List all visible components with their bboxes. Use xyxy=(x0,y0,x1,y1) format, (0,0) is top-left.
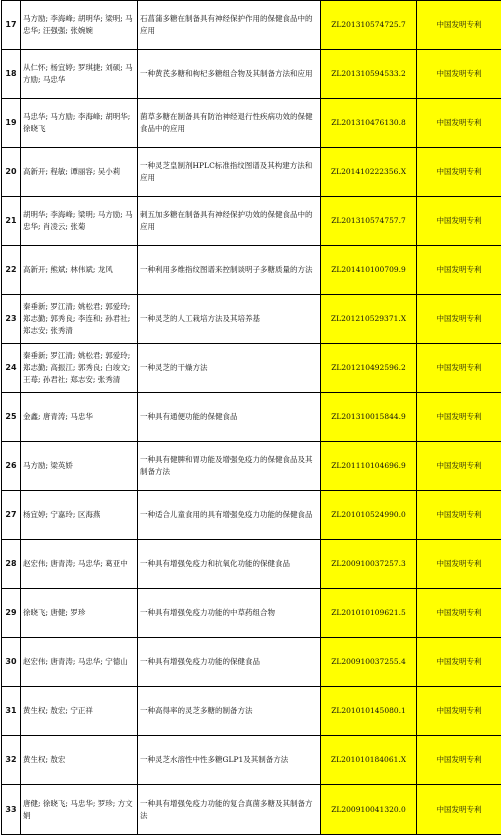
table-row xyxy=(2,442,501,491)
row-number: 18 xyxy=(2,50,21,99)
table-row xyxy=(2,295,501,344)
patent-number-cell: ZL201210529371.X xyxy=(321,295,417,344)
patent-number-cell: ZL201210492596.2 xyxy=(321,344,417,393)
patent-title-cell: 一种具有增强免疫力功能的保健食品 xyxy=(138,638,321,687)
inventors-cell: 黄生权; 敖宏 xyxy=(21,736,138,785)
patent-type-cell: 中国发明专利 xyxy=(417,442,501,491)
patent-type-cell: 中国发明专利 xyxy=(417,589,501,638)
patent-title-cell: 一种利用多维指纹图谱来控制谈明子多糖质量的方法 xyxy=(138,246,321,295)
patent-number-cell: ZL201010145080.1 xyxy=(321,687,417,736)
row-number: 31 xyxy=(2,687,21,736)
patent-type-cell: 中国发明专利 xyxy=(417,393,501,442)
patent-table-body xyxy=(2,1,501,835)
row-number: 19 xyxy=(2,99,21,148)
patent-number-cell: ZL201010524990.0 xyxy=(321,491,417,540)
table-row xyxy=(2,638,501,687)
table-row xyxy=(2,50,501,99)
inventors-cell: 秦垂新; 罗江清; 姚松君; 郭爱玲; 郑志勤; 郭秀良; 李连和; 孙君社; 郑志安; 张秀清 xyxy=(21,295,138,344)
table-row xyxy=(2,540,501,589)
table-row xyxy=(2,246,501,295)
patent-type-cell: 中国发明专利 xyxy=(417,638,501,687)
inventors-cell: 唐健; 徐晓飞; 马忠华; 罗珍; 方文娟 xyxy=(21,785,138,835)
patent-number-cell: ZL201410222356.X xyxy=(321,148,417,197)
inventors-cell: 马方励; 李海峰; 胡明华; 梁明; 马忠华; 汪强强; 张婉婉 xyxy=(21,1,138,50)
patent-table xyxy=(1,0,501,835)
patent-type-cell: 中国发明专利 xyxy=(417,785,501,835)
row-number: 24 xyxy=(2,344,21,393)
patent-number-cell: ZL200910037257.3 xyxy=(321,540,417,589)
patent-title-cell: 一种具有增强免疫力功能的复合真菌多糖及其制备方法 xyxy=(138,785,321,835)
patent-number-cell: ZL201310574725.7 xyxy=(321,1,417,50)
patent-title-cell: 一种具有健脾和胃功能及增强免疫力的保健食品及其制备方法 xyxy=(138,442,321,491)
patent-type-cell: 中国发明专利 xyxy=(417,99,501,148)
table-row xyxy=(2,393,501,442)
table-row xyxy=(2,1,501,50)
patent-type-cell: 中国发明专利 xyxy=(417,1,501,50)
patent-title-cell: 刺五加多糖在制备具有神经保护功效的保健食品中的应用 xyxy=(138,197,321,246)
patent-type-cell: 中国发明专利 xyxy=(417,246,501,295)
inventors-cell: 马方励; 梁英娇 xyxy=(21,442,138,491)
patent-title-cell: 一种具有增强免疫力和抗氧化功能的保健食品 xyxy=(138,540,321,589)
row-number: 32 xyxy=(2,736,21,785)
patent-number-cell: ZL201010184061.X xyxy=(321,736,417,785)
row-number: 22 xyxy=(2,246,21,295)
row-number: 25 xyxy=(2,393,21,442)
row-number: 17 xyxy=(2,1,21,50)
patent-number-cell: ZL201310015844.9 xyxy=(321,393,417,442)
row-number: 29 xyxy=(2,589,21,638)
patent-number-cell: ZL200910037255.4 xyxy=(321,638,417,687)
patent-number-cell: ZL201410100709.9 xyxy=(321,246,417,295)
patent-type-cell: 中国发明专利 xyxy=(417,50,501,99)
table-row xyxy=(2,687,501,736)
patent-title-cell: 一种适合儿童食用的具有增强免疫力功能的保健食品 xyxy=(138,491,321,540)
patent-title-cell: 石菖蒲多糖在制备具有神经保护作用的保健食品中的应用 xyxy=(138,1,321,50)
row-number: 27 xyxy=(2,491,21,540)
row-number: 33 xyxy=(2,785,21,835)
row-number: 23 xyxy=(2,295,21,344)
inventors-cell: 杨宜婷; 宁嘉玲; 区海燕 xyxy=(21,491,138,540)
patent-title-cell: 一种灵芝的人工栽培方法及其培养基 xyxy=(138,295,321,344)
inventors-cell: 高新开; 熊斌; 林伟斌; 龙风 xyxy=(21,246,138,295)
patent-type-cell: 中国发明专利 xyxy=(417,491,501,540)
patent-number-cell: ZL201310594533.2 xyxy=(321,50,417,99)
inventors-cell: 秦垂新; 罗江清; 姚松君; 郭爱玲; 郑志勤; 高振江; 郭秀良; 白竣文; 王苺; 孙君社; 郑志安; 张秀清 xyxy=(21,344,138,393)
patent-number-cell: ZL201310476130.8 xyxy=(321,99,417,148)
patent-title-cell: 一种灵芝水溶性中性多糖GLP1及其制备方法 xyxy=(138,736,321,785)
row-number: 30 xyxy=(2,638,21,687)
inventors-cell: 金鑫; 唐青涛; 马忠华 xyxy=(21,393,138,442)
table-row xyxy=(2,99,501,148)
inventors-cell: 从仁怀; 杨宜婷; 罗琪捷; 刘硕; 马方励; 马忠华 xyxy=(21,50,138,99)
table-row xyxy=(2,589,501,638)
table-row xyxy=(2,785,501,835)
inventors-cell: 胡明华; 李海峰; 梁明; 马方励; 马忠华; 肖凌云; 张菊 xyxy=(21,197,138,246)
table-row xyxy=(2,736,501,785)
patent-table-wrapper xyxy=(1,0,498,835)
patent-type-cell: 中国发明专利 xyxy=(417,344,501,393)
patent-title-cell: 一种具有通便功能的保健食品 xyxy=(138,393,321,442)
table-row xyxy=(2,344,501,393)
patent-title-cell: 菌草多糖在制备具有防治神经退行性疾病功效的保健食品中的应用 xyxy=(138,99,321,148)
patent-type-cell: 中国发明专利 xyxy=(417,736,501,785)
table-row xyxy=(2,148,501,197)
patent-type-cell: 中国发明专利 xyxy=(417,295,501,344)
inventors-cell: 赵宏伟; 唐青涛; 马忠华; 宁德山 xyxy=(21,638,138,687)
patent-type-cell: 中国发明专利 xyxy=(417,687,501,736)
patent-title-cell: 一种具有增强免疫力功能的中草药组合物 xyxy=(138,589,321,638)
inventors-cell: 黄生权; 敖宏; 宁正祥 xyxy=(21,687,138,736)
patent-title-cell: 一种灵芝的干燥方法 xyxy=(138,344,321,393)
patent-number-cell: ZL201010109621.5 xyxy=(321,589,417,638)
row-number: 21 xyxy=(2,197,21,246)
row-number: 28 xyxy=(2,540,21,589)
patent-number-cell: ZL200910041320.0 xyxy=(321,785,417,835)
table-row xyxy=(2,197,501,246)
patent-title-cell: 一种灵芝皇制剂HPLC标准指纹图谱及其构建方法和应用 xyxy=(138,148,321,197)
patent-type-cell: 中国发明专利 xyxy=(417,148,501,197)
patent-title-cell: 一种高得率的灵芝多糖的制备方法 xyxy=(138,687,321,736)
inventors-cell: 马忠华; 马方励; 李海峰; 胡明华; 徐晓飞 xyxy=(21,99,138,148)
row-number: 26 xyxy=(2,442,21,491)
table-row xyxy=(2,491,501,540)
row-number: 20 xyxy=(2,148,21,197)
inventors-cell: 赵宏伟; 唐青涛; 马忠华; 葛亚中 xyxy=(21,540,138,589)
patent-number-cell: ZL201110104696.9 xyxy=(321,442,417,491)
patent-title-cell: 一种黄芪多糖和枸杞多糖组合物及其制备方法和应用 xyxy=(138,50,321,99)
inventors-cell: 徐晓飞; 唐健; 罗珍 xyxy=(21,589,138,638)
patent-type-cell: 中国发明专利 xyxy=(417,540,501,589)
inventors-cell: 高新开; 程敏; 谭丽容; 吴小莉 xyxy=(21,148,138,197)
patent-number-cell: ZL201310574757.7 xyxy=(321,197,417,246)
patent-type-cell: 中国发明专利 xyxy=(417,197,501,246)
